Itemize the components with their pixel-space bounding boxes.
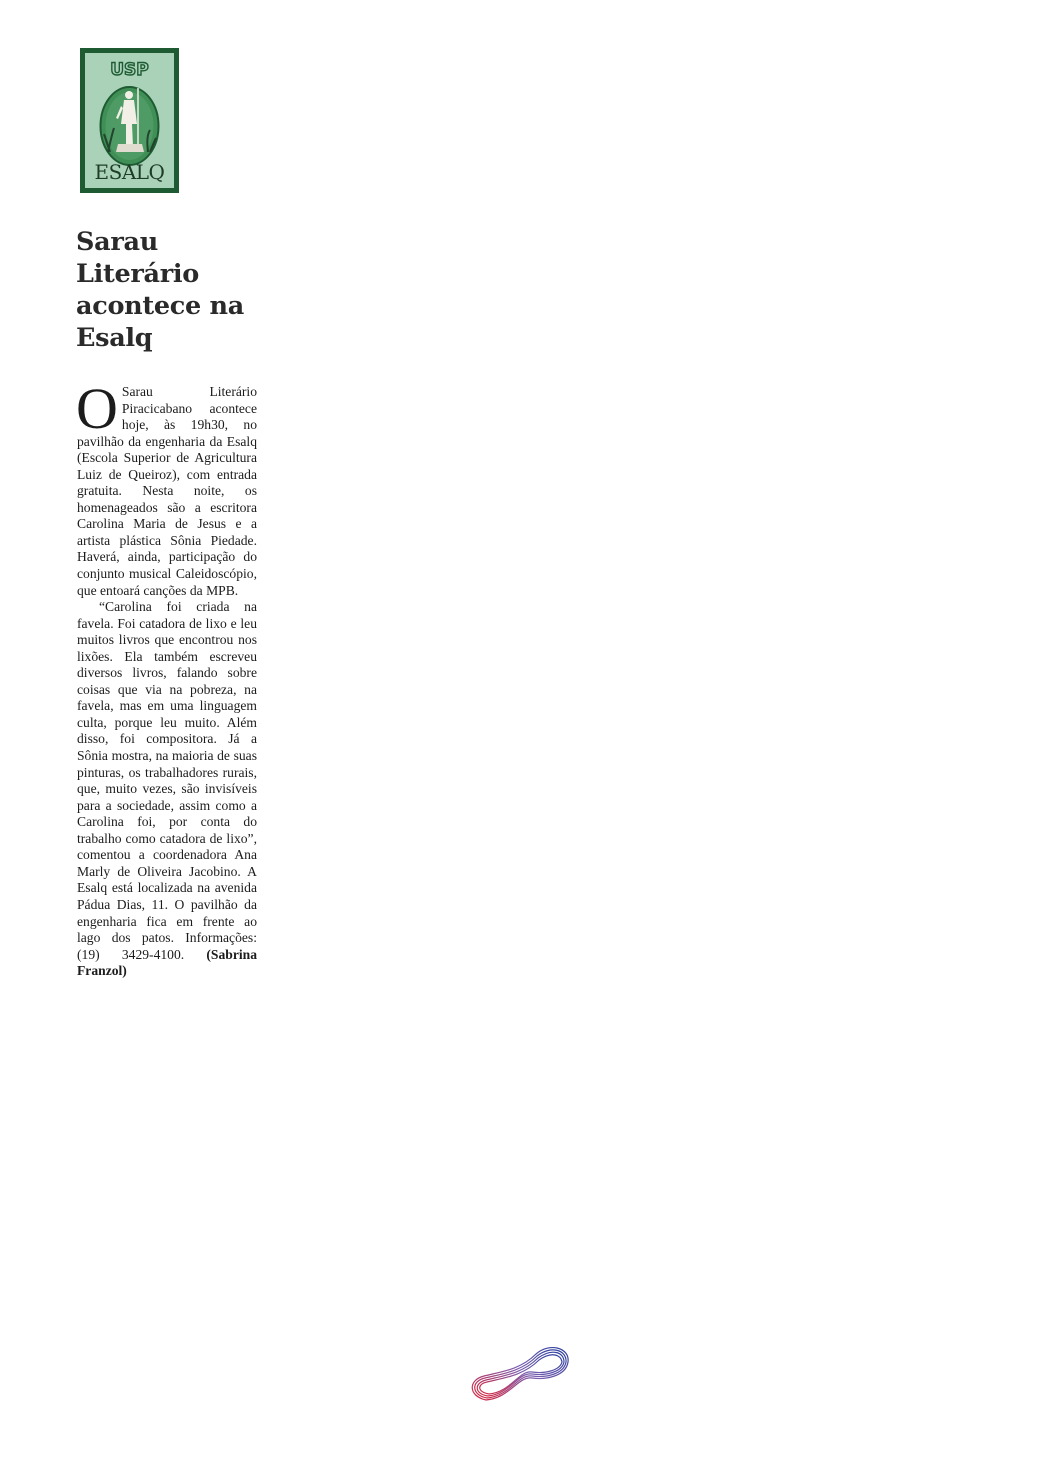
article-paragraph-2: [77, 599, 257, 980]
ribbon-loop-icon: [466, 1340, 572, 1406]
article-headline: Sarau Literário acontece na Esalq: [76, 227, 244, 353]
article-byline: (Sabrina Franzol): [77, 946, 257, 979]
logo-top-text: USP: [110, 60, 149, 80]
paragraph-2-text: “Carolina foi criada na favela. Foi catadora de lixo e leu muitos livros que encontrou nos lixões. Ela também escreveu diversos livros, falando sobre coisas que via na pobreza, na favela, mas em uma linguagem culta, porque leu muito. Além disso, foi compositora. Já a Sônia mostra, na maioria de suas pinturas, os trabalhadores rurais, que, muito vezes, são invisíveis para a sociedade, assim como a Carolina foi, por conta do trabalho como catadora de lixo”, comentou a coordenadora Ana Marly de Oliveira Jacobino. A Esalq está localizada na avenida Pádua Dias, 11. O pavilhão da engenharia fica em frente ao lago dos patos. Informações: (19) 3429-4100.: [77, 599, 257, 962]
logo-bottom-text: ESALQ: [94, 160, 165, 184]
article-paragraph-1: [76, 376, 257, 599]
article-body: [76, 376, 257, 980]
drop-cap: O: [76, 376, 118, 441]
esalq-logo: [80, 48, 179, 193]
paragraph-1-text: Sarau Literário Piracicabano acontece hoje, às 19h30, no pavilhão da engenharia da Esalq (Escola Superior de Agricultura Luiz de Queiroz), com entrada gratuita. Nesta noite, os homenageados são a escritora Carolina Maria de Jesus e a artista plástica Sônia Piedade. Haverá, ainda, participação do conjunto musical Caleidoscópio, que entoará canções da MPB.: [77, 384, 257, 598]
